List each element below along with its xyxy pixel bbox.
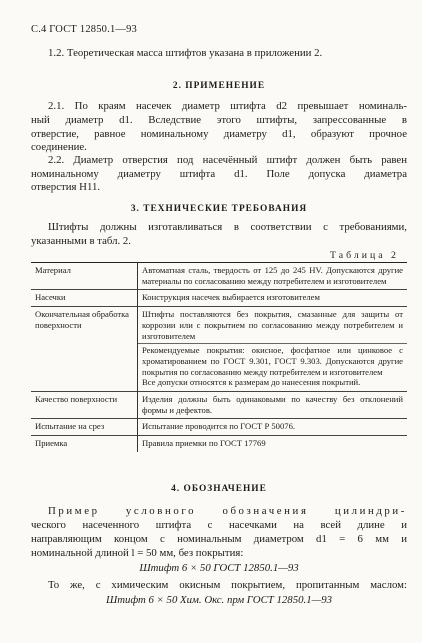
table-row <box>31 436 407 452</box>
paragraph-2-2-line-1: 2.2. Диаметр отверстия под насечённый штифт должен быть равен <box>48 154 407 166</box>
row-label-surface-quality: Качество поверхности <box>31 392 138 419</box>
row-label-shear-test: Испытание на срез <box>31 419 138 436</box>
section-3-title: 3. ТЕХНИЧЕСКИЕ ТРЕБОВАНИЯ <box>130 204 308 214</box>
paragraph-4-line-1: Пример условного обозначения цилиндри- <box>48 505 407 517</box>
paragraph-2-2-line-3: отверстия H11. <box>31 181 101 193</box>
table-caption: Таблица 2 <box>330 250 399 261</box>
paragraph-2-1-line-3: отверстие, равное номинальному диаметру d1, образуют прочное <box>31 128 407 140</box>
paragraph-1-2: 1.2. Теоретическая масса штифтов указана в приложении 2. <box>48 47 323 59</box>
paragraph-3-line-2: указанными в табл. 2. <box>31 235 131 247</box>
paragraph-4-line-2: ческого насеченного штифта с насечками на всей длине и <box>31 519 407 531</box>
requirements-table <box>31 262 407 452</box>
section-2-title: 2. ПРИМЕНЕНИЕ <box>172 81 266 91</box>
row-label-surface-finish: Окончательная обработка поверхности <box>31 307 138 392</box>
paragraph-4-line-5: То же, с химическим окисным покрытием, пропитанным маслом: <box>48 579 407 591</box>
row-value-material: Автоматная сталь, твердость от 125 до 245 HV. Допускаются другие материалы по согласованию между потребителем и изготовителем <box>138 263 408 290</box>
row-label-notches: Насечки <box>31 290 138 307</box>
paragraph-2-1-line-2: ный диаметр d1. Вследствие этого штифты, запрессованные в <box>31 114 407 126</box>
table-row <box>31 307 407 392</box>
designation-example-2: Штифт 6 × 50 Хим. Окс. прм ГОСТ 12850.1—93 <box>105 594 332 606</box>
surface-finish-text-2: Рекомендуемые покрытия: окисное, фосфатное или цинковое с хроматированием по ГОСТ 9.301, ГОСТ 9.303. Допускаются другие покрытия по согласованию между потребителем и изготовителем <box>138 343 407 377</box>
table-row <box>31 419 407 436</box>
section-4-title: 4. ОБОЗНАЧЕНИЕ <box>171 484 267 494</box>
paragraph-4-line-4: номинальной длиной l = 50 мм, без покрытия: <box>31 547 244 559</box>
row-value-surface-finish <box>138 307 408 392</box>
table-row <box>31 263 407 290</box>
page-header: С.4 ГОСТ 12850.1—93 <box>31 24 137 35</box>
table-row <box>31 392 407 419</box>
paragraph-2-2-line-2: номинальному диаметру штифта d1. Поле допуска диаметра <box>31 168 407 180</box>
paragraph-4-line-3: направляющим концом с номинальным диаметром d1 = 6 мм и <box>31 533 407 545</box>
row-label-acceptance: Приемка <box>31 436 138 452</box>
surface-finish-text-1: Штифты поставляются без покрытия, смазанные для защиты от коррозии или с покрытием по согласованию между потребителем и изготовителем <box>142 309 403 341</box>
row-label-material: Материал <box>31 263 138 290</box>
row-value-notches: Конструкция насечек выбирается изготовителем <box>138 290 408 307</box>
paragraph-3-line-1: Штифты должны изготавливаться в соответствии с требованиями, <box>48 221 407 233</box>
paragraph-2-1-line-4: соединение. <box>31 141 87 153</box>
paragraph-2-1-line-1: 2.1. По краям насечек диаметр штифта d2 превышает номиналь- <box>48 100 407 112</box>
row-value-acceptance: Правила приемки по ГОСТ 17769 <box>138 436 408 452</box>
surface-finish-text-3: Все допуски относятся к размерам до нанесения покрытий. <box>142 377 361 388</box>
designation-example-1: Штифт 6 × 50 ГОСТ 12850.1—93 <box>139 562 299 574</box>
row-value-shear-test: Испытание проводится по ГОСТ Р 50076. <box>138 419 408 436</box>
row-value-surface-quality: Изделия должны быть одинаковыми по качеству без отклонений формы и дефектов. <box>138 392 408 419</box>
table-row <box>31 290 407 307</box>
